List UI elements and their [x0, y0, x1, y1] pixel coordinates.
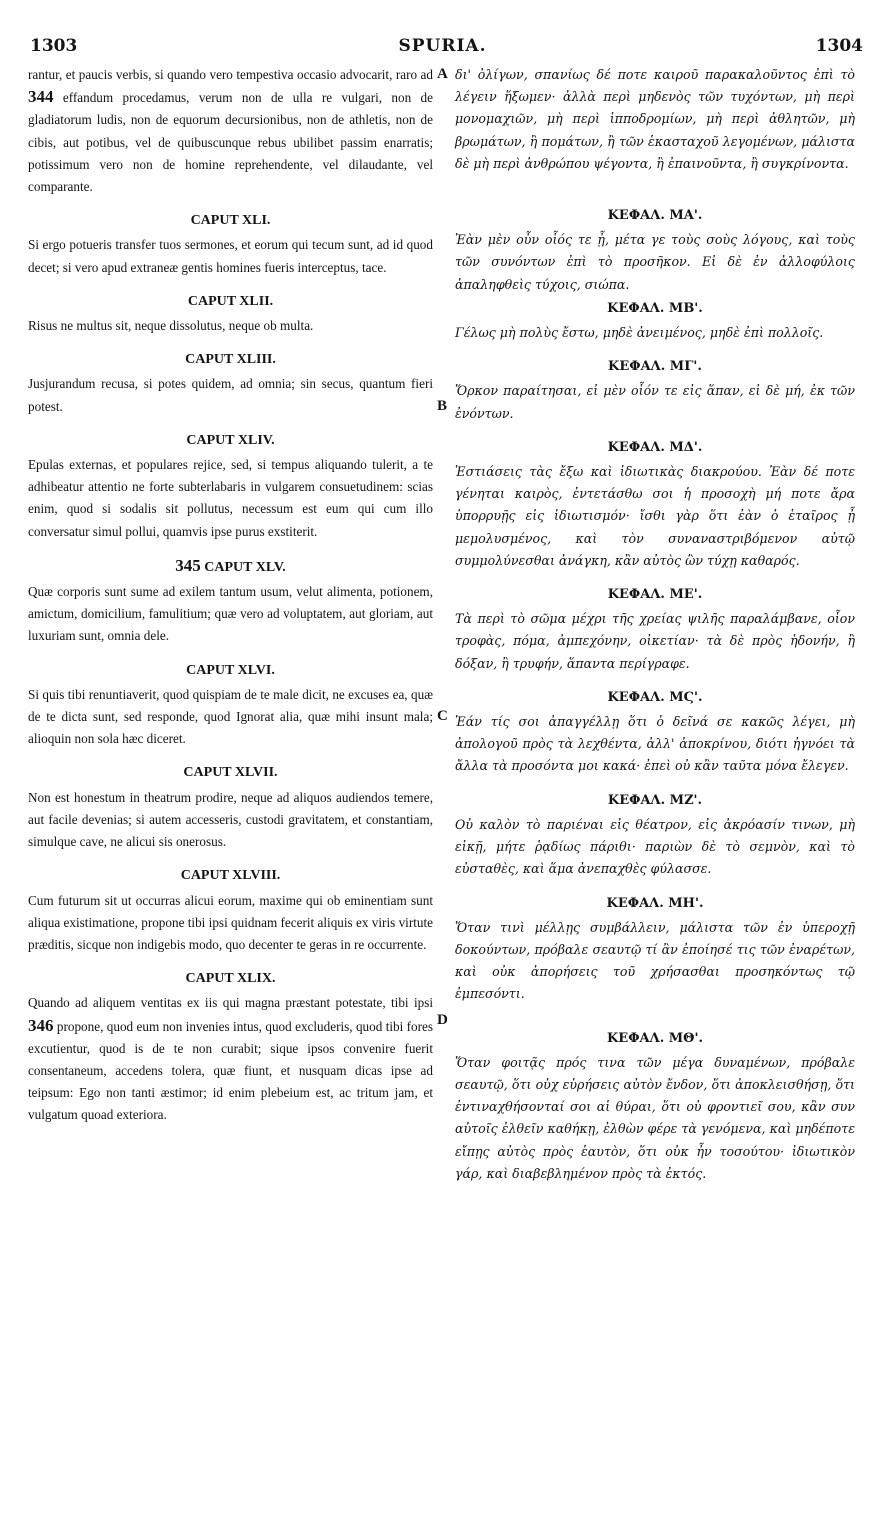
latin-text-44: Epulas externas, et populares rejice, sed, si tempus aliquando tulerit, a te adhibeatur attentio ne forte subterlabaris in vulgarem consuetudinem: scias enim, quod si sodalis sit pollutus, necessum est eum qui cum illo conversatur simul pollui, quamvis ipse purus exstiterit. [28, 457, 433, 539]
greek-text-46: Ἐάν τίς σοι ἀπαγγέλλῃ ὅτι ὁ δεῖνά σε κακῶς λέγει, μὴ ἀπολογοῦ πρὸς τὰ λεχθέντα, ἀλλ' ἀποκρίνου, διότι ἠγνόει τὰ ἄλλα τὰ προσόντα μοι κακά· ἐπεὶ οὐ κἂν ταῦτα μόνα ἔλεγεν. [455, 714, 855, 774]
latin-caput-45-heading [28, 555, 433, 579]
latin-text-41: Si ergo potueris transfer tuos sermones, et eorum qui tecum sunt, ad id quod decet; si vero apud extraneæ gentis homines fueris interceptus, tace. [28, 237, 433, 275]
greek-text-43: Ὅρκον παραίτησαι, εἰ μὲν οἷόν τε εἰς ἅπαν, εἰ δὲ μή, ἐκ τῶν ἐνόντων. [455, 383, 855, 421]
latin-caput-46: CAPUT XLVI. [186, 662, 275, 678]
margin-letter-a: A [437, 66, 448, 82]
latin-text-43: Jusjurandum recusa, si potes quidem, ad omnia; sin secus, quantum fieri potest. [28, 376, 433, 414]
latin-caput-47: CAPUT XLVII. [183, 765, 278, 781]
latin-text-45: Quæ corporis sunt sume ad exilem tantum usum, velut alimenta, potionem, amictum, domicilium, famulitium; quæ vero ad voluptatem, aut gloriam, aut luxuriam sunt, omnia dele. [28, 584, 433, 644]
greek-text-44: Ἑστιάσεις τὰς ἔξω καὶ ἰδιωτικὰς διακρούου. Ἐὰν δέ ποτε γένηται καιρὸς, ἐντετάσθω σοι ἡ προσοχὴ μή ποτε ἄρα ὑπορρυῇς εἰς ἰδιωτισμόν· ἴσθι γὰρ ὅτι ἐὰν ὁ ἑταῖρος ᾖ μεμολυσμένος, καὶ τὸν συναναστριβόμενον αὐτῷ συμμολύνεσθαι ἀνάγκη, κἂν αὐτὸς ὢν τύχῃ καθαρός. [455, 464, 855, 568]
latin-caput-45: CAPUT XLV. [204, 559, 286, 575]
latin-text-47: Non est honestum in theatrum prodire, neque ad aliquos audiendos temere, aut facile devenias; si autem accesseris, custodi gravitatem, et constantiam, simulque cave, ne alicui sis onerosus. [28, 789, 433, 850]
right-page-number: 1304 [815, 36, 863, 56]
greek-kephal-47: ΚΕΦΑΛ. ΜΖ'. [607, 792, 703, 808]
margin-letter-d: D [437, 1012, 448, 1028]
greek-text-45: Τὰ περὶ τὸ σῶμα μέχρι τῆς χρείας ψιλῆς παραλάμβανε, οἷον τροφὰς, πόμα, ἀμπεχόνην, οἰκετίαν· τὰ δὲ πρὸς ἡδονήν, ἢ δόξαν, ἢ τρυφήν, ἅπαντα περίγραφε. [455, 611, 855, 671]
greek-column [455, 64, 855, 1185]
latin-text-49-part1: Quando ad aliquem ventitas ex iis qui magna præstant potestate, tibi ipsi [28, 995, 433, 1011]
marginal-number-345: 345 [175, 555, 201, 575]
latin-caput-49: CAPUT XLIX. [185, 971, 276, 987]
greek-kephal-43: ΚΕΦΑΛ. ΜΓ'. [608, 359, 702, 375]
marginal-number-346: 346 [28, 1015, 54, 1035]
latin-caput-48: CAPUT XLVIII. [180, 868, 281, 884]
greek-kephal-42: ΚΕΦΑΛ. ΜΒ'. [607, 300, 703, 316]
latin-text-46: Si quis tibi renuntiaverit, quod quispiam de te male dicit, ne excuses ea, quæ de te dicta sunt, sed responde, quod Ignorat alia, quæ mihi insunt mala; alioquin non sola hæc diceret. [28, 686, 433, 747]
latin-intro-rest: effandum procedamus, verum non de ulla re vulgari, non de gladiatorum ludis, non de equorum decursionibus, non de athletis, non de cibis, aut potibus, vel de quibuscunque rebus ubilibet passim enarratis; potissimum vero non de homine reprehendente, vel dilaudante, vel comparante. [28, 90, 434, 195]
latin-text-42: Risus ne multus sit, neque dissolutus, neque ob multa. [28, 318, 314, 334]
latin-intro [28, 64, 433, 198]
greek-kephal-49: ΚΕΦΑΛ. ΜΘ'. [607, 1030, 703, 1046]
greek-kephal-48: ΚΕΦΑΛ. ΜΗ'. [606, 895, 704, 911]
latin-caput-42: CAPUT XLII. [187, 293, 274, 309]
greek-kephal-45: ΚΕΦΑΛ. ΜΕ'. [607, 587, 703, 603]
latin-caput-41: CAPUT XLI. [190, 213, 271, 229]
greek-text-49: Ὅταν φοιτᾷς πρός τινα τῶν μέγα δυναμένων, πρόβαλε σεαυτῷ, ὅτι οὐχ εὑρήσεις αὐτὸν ἔνδον, ὅτι ἀποκλεισθήσῃ, ὅτι ἐντιναχθήσονταί σοι αἱ θύραι, ὅτι οὐ φροντιεῖ σου, κἂν συν αὐτοῖς ἐλθεῖν καθήκῃ, ἐλθὼν φέρε τὰ γενόμενα, καὶ μηδέποτε εἴπῃς αὐτὸς πρὸς ἑαυτὸν, ὅτι οὐκ ἦν τοσούτου· ἰδιωτικὸν γάρ, καὶ διαβεβλημένον πρὸς τὰ ἐκτός. [455, 1054, 855, 1181]
latin-intro-text: rantur, et paucis verbis, si quando vero tempestiva occasio advocarit, raro ad [28, 67, 433, 82]
left-page-number: 1303 [30, 36, 78, 56]
latin-text-49-part2: propone, quod eum non invenies intus, quod excluderis, quod tibi fores excutientur, quod is de te non curabit; sique ipsos convenire fuerit consentaneum, accedens tolera, quæ fiunt, et nusquam dicas ipse ad teipsum: Ego non tanti æstimor; id enim plebeium est, ac tritum jam, et vulgatum quoad exteriora. [28, 1018, 434, 1123]
greek-kephal-46: ΚΕΦΑΛ. ΜϚ'. [607, 689, 703, 705]
greek-text-47: Οὐ καλὸν τὸ παριέναι εἰς θέατρον, εἰς ἀκρόασίν τινων, μὴ εἰκῇ, μήτε ῥᾳδίως πάριθι· παριὼν δὲ τὸ σεμνὸν, καὶ τὸ εὐσταθὲς, καὶ ἅμα ἀνεπαχθὲς φύλασσε. [455, 816, 855, 877]
greek-text-41: Ἐὰν μὲν οὖν οἷός τε ᾖ, μέτα γε τοὺς σοὺς λόγους, καὶ τοὺς τῶν συνόντων ἐπὶ τὸ προσῆκον. Εἰ δὲ ἐν ἀλλοφύλοις ἀπαληφθεὶς τύχοις, σιώπα. [455, 232, 855, 292]
running-title: SPURIA. [398, 36, 487, 56]
margin-letter-c: C [437, 708, 448, 724]
greek-text-48: Ὅταν τινὶ μέλλῃς συμβάλλειν, μάλιστα τῶν ἐν ὑπεροχῇ δοκούντων, πρόβαλε σεαυτῷ τί ἂν ἐποίησέ τις τῶν ἐναρέτων, καὶ οὐκ ἀπορήσεις τοῦ χρήσασθαι προσηκόντως τῷ ἐμπεσόντι. [455, 919, 855, 1002]
greek-kephal-44: ΚΕΦΑΛ. ΜΔ'. [607, 439, 703, 455]
latin-text-48: Cum futurum sit ut occurras alicui eorum, maxime qui ob eminentiam sunt aliqua existimatione, propone tibi ipsi quidnam fecerit aliquis ex viris virtute præditis, sicque non indigebis modo, quo decenter te geras in re occurrente. [28, 892, 433, 952]
margin-letter-b: B [437, 398, 448, 414]
latin-caput-43: CAPUT XLIII. [185, 352, 276, 368]
marginal-number-344: 344 [28, 87, 54, 107]
latin-column [28, 64, 433, 1127]
greek-text-42: Γέλως μὴ πολὺς ἔστω, μηδὲ ἀνειμένος, μηδὲ ἐπὶ πολλοῖς. [455, 325, 824, 341]
latin-caput-44: CAPUT XLIV. [186, 432, 275, 448]
greek-intro: δι' ὀλίγων, σπανίως δέ ποτε καιροῦ παρακαλοῦντος ἐπὶ τὸ λέγειν ἥξωμεν· ἀλλὰ περὶ μηδενὸς τῶν τυχόντων, μὴ περὶ μονομαχιῶν, μὴ περὶ ἱπποδρομίων, μὴ περὶ ἀθλητῶν, μὴ βρωμάτων, ἢ πομάτων, ἢ τῶν ἑκασταχοῦ λεγομένων, μάλιστα δὲ μὴ περὶ ἀνθρώπου ψέγοντα, ἢ ἐπαινοῦντα, ἢ συγκρίνοντα. [455, 67, 855, 171]
latin-text-49 [28, 992, 433, 1126]
greek-kephal-41: ΚΕΦΑΛ. ΜΑ'. [607, 208, 703, 224]
